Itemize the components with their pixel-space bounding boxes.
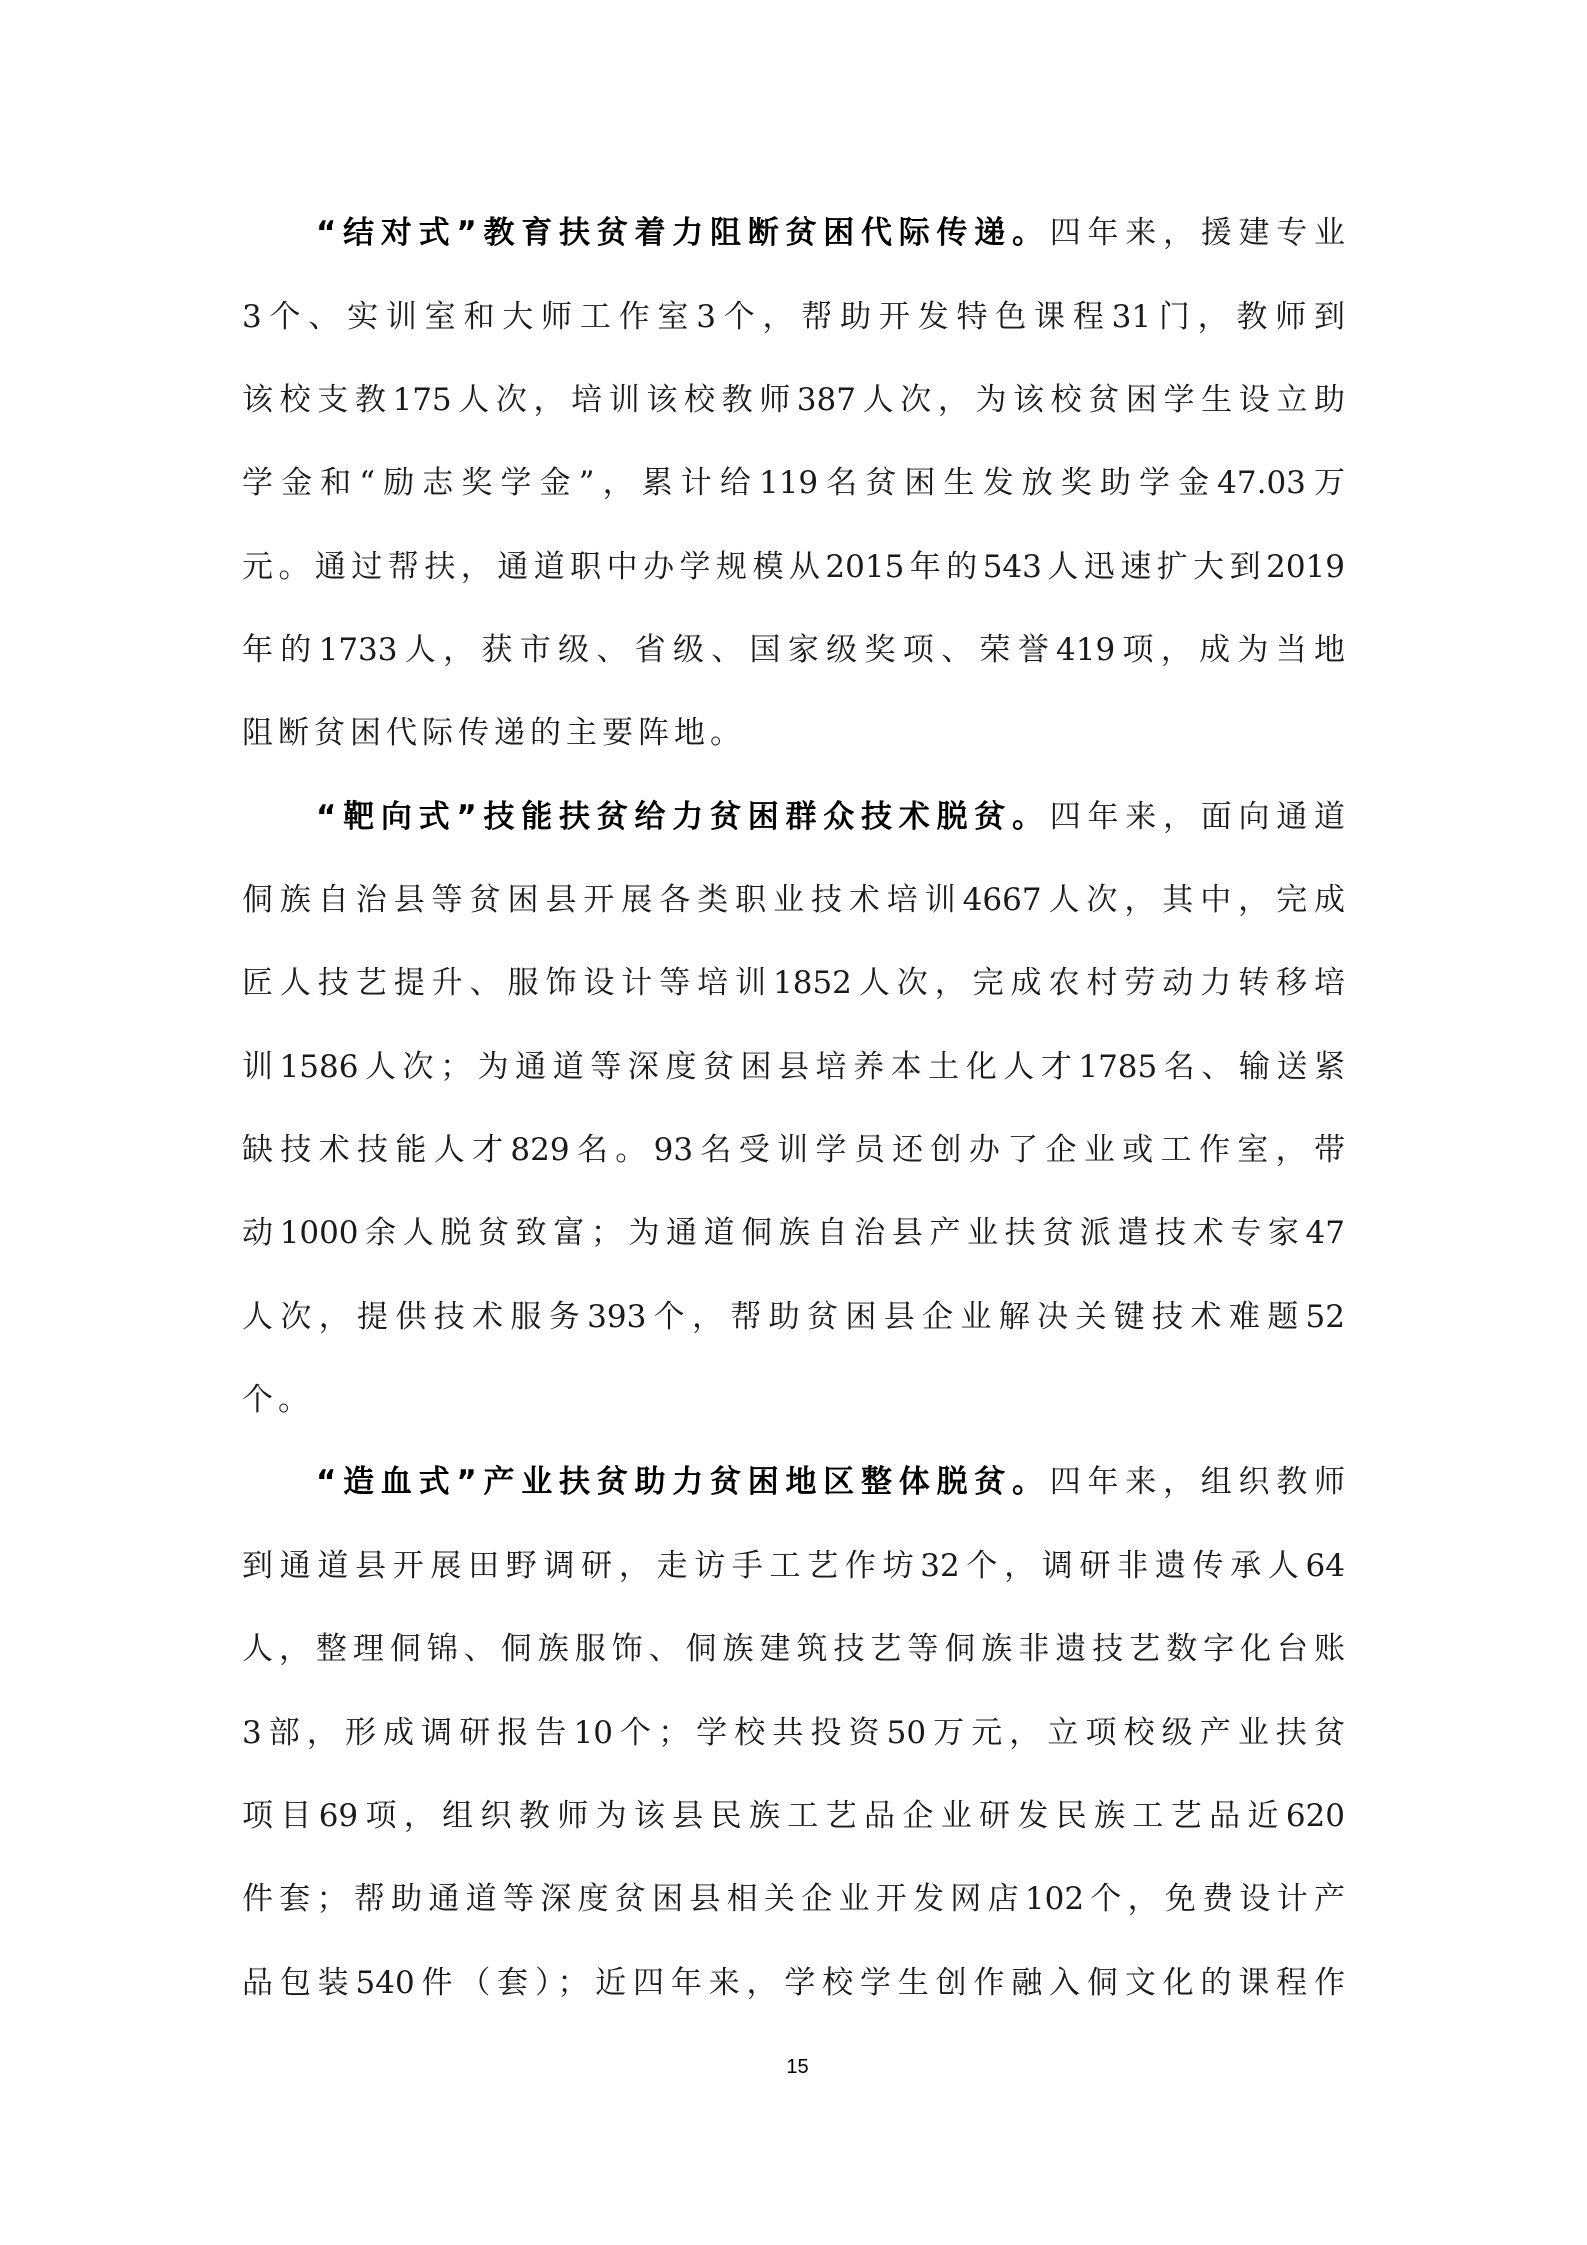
page-number: 15 — [786, 2056, 809, 2078]
paragraph-line: 元。通过帮扶，通道职中办学规模从2015年的543人迅速扩大到2019 — [242, 549, 1345, 585]
paragraph-line: 侗族自治县等贫困县开展各类职业技术培训4667人次，其中，完成 — [242, 882, 1345, 918]
paragraph-line: 到通道县开展田野调研，走访手工艺作坊32个，调研非遗传承人64 — [242, 1548, 1345, 1584]
paragraph-line: 匠人技艺提升、服饰设计等培训1852人次，完成农村劳动力转移培 — [242, 965, 1345, 1001]
paragraph-line: 3个、实训室和大师工作室3个，帮助开发特色课程31门，教师到 — [242, 299, 1345, 335]
paragraph-line — [316, 1460, 1345, 1504]
paragraph-line: 品包装540件（套）；近四年来，学校学生创作融入侗文化的课程作 — [242, 1965, 1345, 2001]
paragraph-text: 四年来，组织教师 — [1049, 1464, 1345, 1500]
paragraph-line: 件套；帮助通道等深度贫困县相关企业开发网店102个，免费设计产 — [242, 1881, 1345, 1917]
paragraph-line: 该校支教175人次，培训该校教师387人次，为该校贫困学生设立助 — [242, 382, 1345, 418]
paragraph-line — [316, 211, 1345, 255]
paragraph-heading: “靶向式”技能扶贫给力贫困群众技术脱贫。 — [316, 799, 1050, 835]
paragraph-text: 四年来，面向通道 — [1049, 799, 1345, 835]
paragraph-line: 人次，提供技术服务393个，帮助贫困县企业解决关键技术难题52 — [242, 1299, 1345, 1335]
paragraph-line — [316, 795, 1345, 839]
paragraph-line: 动1000余人脱贫致富；为通道侗族自治县产业扶贫派遣技术专家47 — [242, 1215, 1345, 1251]
paragraph-line: 训1586人次；为通道等深度贫困县培养本土化人才1785名、输送紧 — [242, 1049, 1345, 1085]
paragraph-line: 缺技术技能人才829名。93名受训学员还创办了企业或工作室，带 — [242, 1132, 1345, 1168]
paragraph-text: 四年来，援建专业 — [1049, 215, 1345, 251]
paragraph-heading: “造血式”产业扶贫助力贫困地区整体脱贫。 — [316, 1464, 1050, 1500]
paragraph-line: 学金和“励志奖学金”，累计给119名贫困生发放奖助学金47.03万 — [242, 465, 1345, 501]
paragraph-heading: “结对式”教育扶贫着力阻断贫困代际传递。 — [316, 215, 1050, 251]
paragraph-line: 年的1733人，获市级、省级、国家级奖项、荣誉419项，成为当地 — [242, 632, 1345, 668]
paragraph-line: 个。 — [242, 1382, 314, 1418]
paragraph-line: 3部，形成调研报告10个；学校共投资50万元，立项校级产业扶贫 — [242, 1715, 1345, 1751]
paragraph-line: 人，整理侗锦、侗族服饰、侗族建筑技艺等侗族非遗技艺数字化台账 — [242, 1631, 1345, 1667]
paragraph-line: 项目69项，组织教师为该县民族工艺品企业研发民族工艺品近620 — [242, 1798, 1345, 1834]
paragraph-line: 阻断贫困代际传递的主要阵地。 — [242, 715, 746, 751]
